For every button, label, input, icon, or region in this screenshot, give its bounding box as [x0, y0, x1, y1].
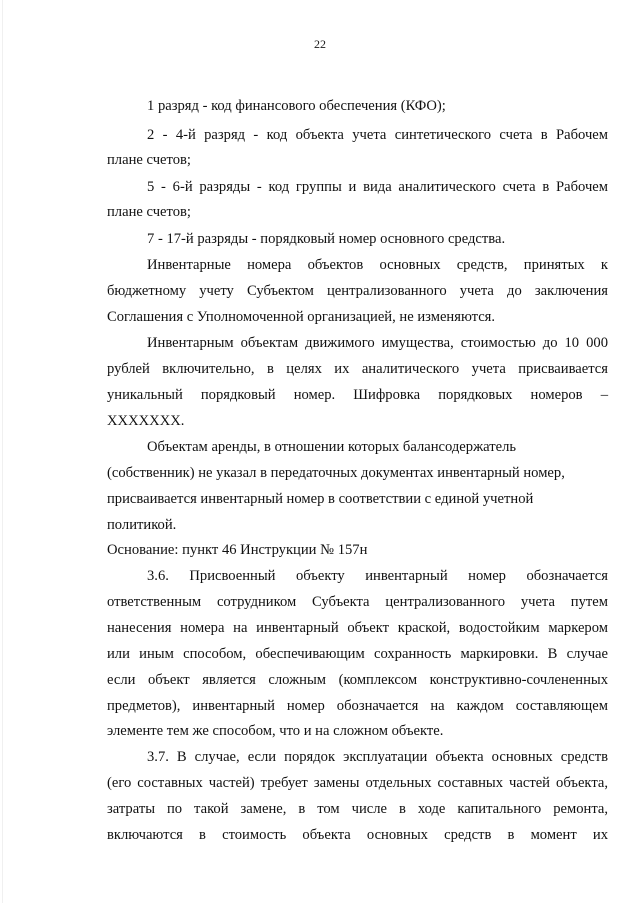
- text-line: уникальный порядковый номер. Шифровка порядковых номеров –: [107, 387, 608, 403]
- text-line: или иным способом, обеспечивающим сохранность маркировки. В случае: [107, 646, 608, 662]
- text-line: (его составных частей) требует замены отдельных составных частей объекта,: [107, 775, 608, 791]
- text-line: плане счетов;: [107, 152, 191, 168]
- text-line: плане счетов;: [107, 204, 191, 220]
- text-line: Инвентарные номера объектов основных средств, принятых к: [147, 257, 608, 273]
- text-line: Соглашения с Уполномоченной организацией, не изменяются.: [107, 309, 496, 325]
- text-line: 3.7. В случае, если порядок эксплуатации объекта основных средств: [147, 749, 608, 765]
- text-line: (собственник) не указал в передаточных документах инвентарный номер,: [107, 465, 565, 481]
- text-line: нанесения номера на инвентарный объект краской, водостойким маркером: [107, 620, 608, 636]
- text-line: 1 разряд - код финансового обеспечения (КФО);: [147, 98, 446, 114]
- page-number: 22: [314, 37, 326, 51]
- scan-edge: [2, 0, 3, 903]
- text-line: затраты по такой замене, в том числе в ходе капитального ремонта,: [107, 801, 608, 817]
- text-line: Объектам аренды, в отношении которых балансодержатель: [147, 439, 517, 455]
- text-line: ответственным сотрудником Субъекта централизованного учета путем: [107, 594, 608, 610]
- text-line: присваивается инвентарный номер в соответствии с единой учетной: [107, 491, 534, 507]
- text-line: 2 - 4-й разряд - код объекта учета синтетического счета в Рабочем: [147, 127, 608, 143]
- text-line: 7 - 17-й разряды - порядковый номер основного средства.: [147, 231, 506, 247]
- text-line: политикой.: [107, 517, 177, 533]
- text-line: 3.6. Присвоенный объекту инвентарный номер обозначается: [147, 568, 608, 584]
- text-line: элементе тем же способом, что и на сложном объекте.: [107, 723, 444, 739]
- text-line: Основание: пункт 46 Инструкции № 157н: [107, 542, 368, 558]
- text-line: XXXXXXX.: [107, 413, 185, 429]
- text-line: бюджетному учету Субъектом централизованного учета до заключения: [107, 283, 608, 299]
- text-line: включаются в стоимость объекта основных средств в момент их: [107, 827, 608, 843]
- text-line: Инвентарным объектам движимого имущества, стоимостью до 10 000: [147, 335, 608, 351]
- text-line: 5 - 6-й разряды - код группы и вида аналитического счета в Рабочем: [147, 179, 608, 195]
- text-line: предметов), инвентарный номер обозначается на каждом составляющем: [107, 698, 608, 714]
- text-line: если объект является сложным (комплексом конструктивно-сочлененных: [107, 672, 608, 688]
- text-line: рублей включительно, в целях их аналитического учета присваивается: [107, 361, 608, 377]
